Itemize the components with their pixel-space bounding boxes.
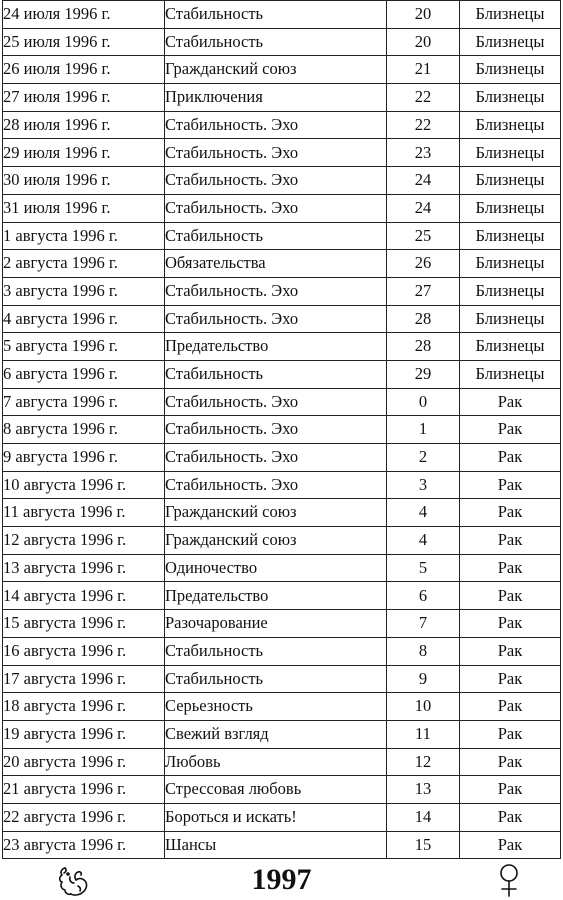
degree-cell: 10: [387, 693, 460, 721]
event-cell: Гражданский союз: [165, 499, 387, 527]
event-cell: Свежий взгляд: [165, 720, 387, 748]
date-cell: 1 августа 1996 г.: [3, 222, 165, 250]
degree-cell: 9: [387, 665, 460, 693]
sign-cell: Близнецы: [460, 84, 561, 112]
date-cell: 11 августа 1996 г.: [3, 499, 165, 527]
event-cell: Стабильность. Эхо: [165, 471, 387, 499]
degree-cell: 29: [387, 360, 460, 388]
degree-cell: 5: [387, 554, 460, 582]
calendar-table-body: [3, 1, 561, 859]
event-cell: Стабильность. Эхо: [165, 111, 387, 139]
table-row: [3, 1, 561, 29]
event-cell: Стабильность: [165, 360, 387, 388]
sign-cell: Близнецы: [460, 277, 561, 305]
table-row: [3, 693, 561, 721]
date-cell: 27 июля 1996 г.: [3, 84, 165, 112]
date-cell: 5 августа 1996 г.: [3, 333, 165, 361]
event-cell: Стабильность: [165, 637, 387, 665]
date-cell: 2 августа 1996 г.: [3, 250, 165, 278]
table-row: [3, 637, 561, 665]
sign-cell: Рак: [460, 776, 561, 804]
degree-cell: 7: [387, 610, 460, 638]
date-cell: 7 августа 1996 г.: [3, 388, 165, 416]
event-cell: Стабильность. Эхо: [165, 388, 387, 416]
sign-cell: Близнецы: [460, 167, 561, 195]
degree-cell: 1: [387, 416, 460, 444]
table-row: [3, 250, 561, 278]
sign-cell: Близнецы: [460, 28, 561, 56]
table-row: [3, 56, 561, 84]
date-cell: 3 августа 1996 г.: [3, 277, 165, 305]
event-cell: Гражданский союз: [165, 527, 387, 555]
table-row: [3, 499, 561, 527]
table-row: [3, 831, 561, 859]
date-cell: 28 июля 1996 г.: [3, 111, 165, 139]
degree-cell: 21: [387, 56, 460, 84]
degree-cell: 4: [387, 527, 460, 555]
event-cell: Приключения: [165, 84, 387, 112]
degree-cell: 22: [387, 111, 460, 139]
event-cell: Одиночество: [165, 554, 387, 582]
sign-cell: Рак: [460, 388, 561, 416]
degree-cell: 28: [387, 305, 460, 333]
sign-cell: Близнецы: [460, 333, 561, 361]
date-cell: 8 августа 1996 г.: [3, 416, 165, 444]
table-row: [3, 527, 561, 555]
event-cell: Стрессовая любовь: [165, 776, 387, 804]
date-cell: 19 августа 1996 г.: [3, 720, 165, 748]
event-cell: Серьезность: [165, 693, 387, 721]
sign-cell: Рак: [460, 444, 561, 472]
date-cell: 16 августа 1996 г.: [3, 637, 165, 665]
table-row: [3, 554, 561, 582]
table-row: [3, 84, 561, 112]
sign-cell: Рак: [460, 471, 561, 499]
event-cell: Стабильность. Эхо: [165, 277, 387, 305]
sign-cell: Рак: [460, 748, 561, 776]
table-row: [3, 388, 561, 416]
date-cell: 25 июля 1996 г.: [3, 28, 165, 56]
sign-cell: Рак: [460, 527, 561, 555]
table-row: [3, 222, 561, 250]
venus-symbol-icon: [497, 863, 521, 897]
degree-cell: 4: [387, 499, 460, 527]
event-cell: Стабильность: [165, 665, 387, 693]
degree-cell: 23: [387, 139, 460, 167]
table-row: [3, 111, 561, 139]
table-row: [3, 167, 561, 195]
table-row: [3, 28, 561, 56]
sign-cell: Рак: [460, 499, 561, 527]
event-cell: Разочарование: [165, 610, 387, 638]
table-row: [3, 610, 561, 638]
degree-cell: 0: [387, 388, 460, 416]
date-cell: 22 августа 1996 г.: [3, 803, 165, 831]
date-cell: 17 августа 1996 г.: [3, 665, 165, 693]
table-row: [3, 748, 561, 776]
degree-cell: 28: [387, 333, 460, 361]
table-row: [3, 582, 561, 610]
event-cell: Стабильность. Эхо: [165, 194, 387, 222]
table-row: [3, 416, 561, 444]
degree-cell: 27: [387, 277, 460, 305]
table-row: [3, 471, 561, 499]
page-footer: [0, 859, 563, 900]
date-cell: 20 августа 1996 г.: [3, 748, 165, 776]
degree-cell: 6: [387, 582, 460, 610]
event-cell: Гражданский союз: [165, 56, 387, 84]
table-row: [3, 720, 561, 748]
date-cell: 21 августа 1996 г.: [3, 776, 165, 804]
event-cell: Предательство: [165, 582, 387, 610]
event-cell: Стабильность. Эхо: [165, 444, 387, 472]
date-cell: 23 августа 1996 г.: [3, 831, 165, 859]
date-cell: 10 августа 1996 г.: [3, 471, 165, 499]
degree-cell: 26: [387, 250, 460, 278]
sign-cell: Рак: [460, 665, 561, 693]
event-cell: Стабильность: [165, 1, 387, 29]
table-row: [3, 139, 561, 167]
sign-cell: Рак: [460, 803, 561, 831]
date-cell: 29 июля 1996 г.: [3, 139, 165, 167]
sign-cell: Рак: [460, 831, 561, 859]
table-row: [3, 360, 561, 388]
sign-cell: Рак: [460, 554, 561, 582]
sign-cell: Рак: [460, 693, 561, 721]
degree-cell: 15: [387, 831, 460, 859]
degree-cell: 24: [387, 194, 460, 222]
event-cell: Шансы: [165, 831, 387, 859]
sign-cell: Близнецы: [460, 194, 561, 222]
degree-cell: 22: [387, 84, 460, 112]
event-cell: Стабильность. Эхо: [165, 416, 387, 444]
degree-cell: 20: [387, 1, 460, 29]
event-cell: Обязательства: [165, 250, 387, 278]
sign-cell: Близнецы: [460, 111, 561, 139]
event-cell: Стабильность: [165, 222, 387, 250]
event-cell: Стабильность. Эхо: [165, 305, 387, 333]
sign-cell: Близнецы: [460, 139, 561, 167]
degree-cell: 24: [387, 167, 460, 195]
sign-cell: Рак: [460, 720, 561, 748]
sign-cell: Близнецы: [460, 250, 561, 278]
date-cell: 30 июля 1996 г.: [3, 167, 165, 195]
date-cell: 4 августа 1996 г.: [3, 305, 165, 333]
degree-cell: 8: [387, 637, 460, 665]
degree-cell: 14: [387, 803, 460, 831]
date-cell: 24 июля 1996 г.: [3, 1, 165, 29]
event-cell: Стабильность. Эхо: [165, 139, 387, 167]
degree-cell: 3: [387, 471, 460, 499]
table-row: [3, 277, 561, 305]
degree-cell: 20: [387, 28, 460, 56]
sign-cell: Близнецы: [460, 360, 561, 388]
table-row: [3, 194, 561, 222]
table-row: [3, 665, 561, 693]
degree-cell: 11: [387, 720, 460, 748]
date-cell: 26 июля 1996 г.: [3, 56, 165, 84]
date-cell: 14 августа 1996 г.: [3, 582, 165, 610]
degree-cell: 13: [387, 776, 460, 804]
event-cell: Любовь: [165, 748, 387, 776]
sign-cell: Рак: [460, 416, 561, 444]
sign-cell: Близнецы: [460, 222, 561, 250]
calendar-table: [2, 0, 561, 859]
event-cell: Стабильность: [165, 28, 387, 56]
degree-cell: 2: [387, 444, 460, 472]
table-row: [3, 444, 561, 472]
sign-cell: Близнецы: [460, 305, 561, 333]
table-row: [3, 333, 561, 361]
event-cell: Стабильность. Эхо: [165, 167, 387, 195]
degree-cell: 12: [387, 748, 460, 776]
date-cell: 13 августа 1996 г.: [3, 554, 165, 582]
table-row: [3, 776, 561, 804]
event-cell: Бороться и искать!: [165, 803, 387, 831]
sign-cell: Близнецы: [460, 1, 561, 29]
sign-cell: Рак: [460, 637, 561, 665]
year-label: 1997: [251, 863, 312, 896]
date-cell: 15 августа 1996 г.: [3, 610, 165, 638]
date-cell: 18 августа 1996 г.: [3, 693, 165, 721]
sign-cell: Рак: [460, 582, 561, 610]
degree-cell: 25: [387, 222, 460, 250]
sign-cell: Близнецы: [460, 56, 561, 84]
date-cell: 6 августа 1996 г.: [3, 360, 165, 388]
date-cell: 31 июля 1996 г.: [3, 194, 165, 222]
date-cell: 12 августа 1996 г.: [3, 527, 165, 555]
sign-cell: Рак: [460, 610, 561, 638]
event-cell: Предательство: [165, 333, 387, 361]
table-row: [3, 305, 561, 333]
date-cell: 9 августа 1996 г.: [3, 444, 165, 472]
table-row: [3, 803, 561, 831]
